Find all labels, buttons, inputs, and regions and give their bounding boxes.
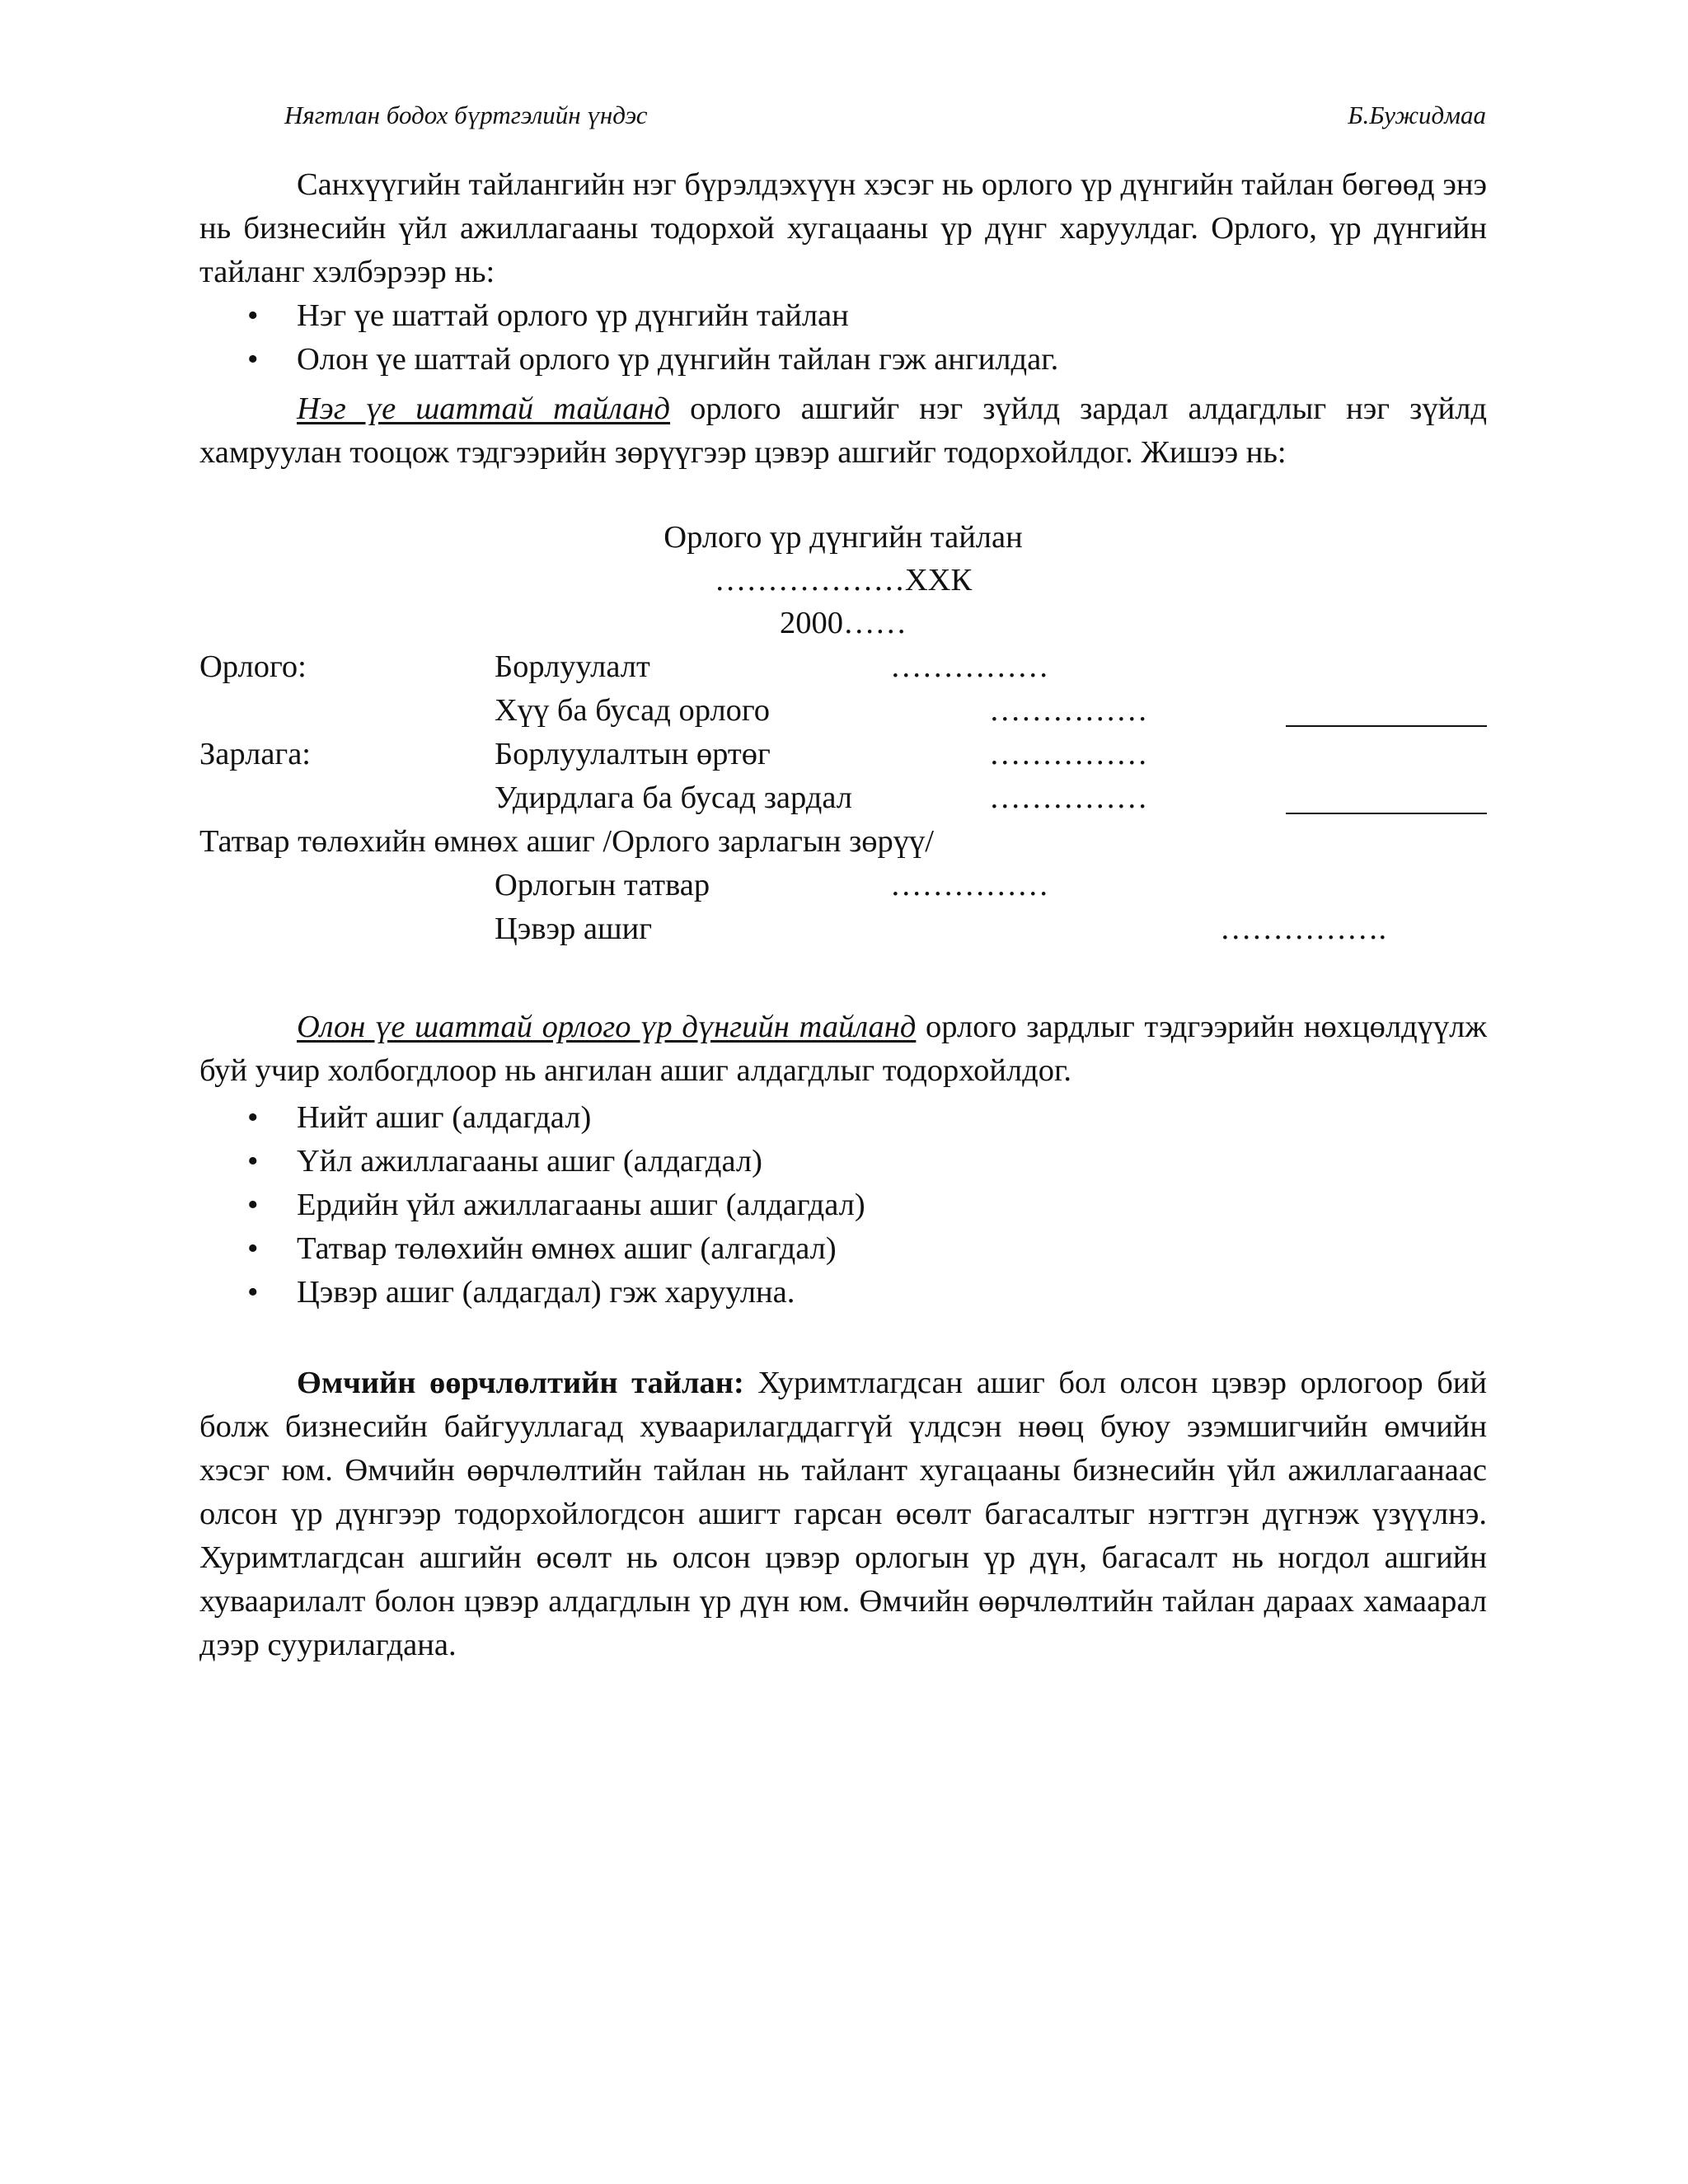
header-author: Б.Бужидмаа [1348,101,1486,129]
list-item: • Үйл ажиллагааны ашиг (алдагдал) [199,1140,1487,1183]
interest-amount: …………… [989,693,1148,728]
list-item: • Ердийн үйл ажиллагааны ашиг (алдагдал) [199,1183,1487,1227]
header-book-title: Нягтлан бодох бүртгэлийн үндэс [284,101,648,129]
admin-item: Удирдлага ба бусад зардал [495,780,852,815]
statement-company: ………………ХХК [714,563,973,598]
multi-step-term: Олон үе шаттай орлого үр дүнгийн тайланд [297,1010,917,1044]
intro-paragraph: Санхүүгийн тайлангийн нэг бүрэлдэхүүн хэсэг нь орлого үр дүнгийн тайлан бөгөөд энэ нь бизнесийн үйл ажиллагааны тодорхой хугацааны үр дүнг харуулдаг. Орлого, үр дүнгийн тайланг хэлбэрээр нь: [199,167,1487,289]
sales-amount: …………… [890,649,1049,684]
bullet-icon: • [247,1275,259,1310]
equity-section [199,1361,1487,1667]
equity-paragraph: Өмчийн өөрчлөлтийн тайлан: Хуримтлагдсан ашиг бол олсон цэвэр орлогоор бий болж бизнесийн байгууллагад хуваарилагддаггүй үлдсэн нөөц буюу эзэмшигчийн өмчийн хэсэг юм. Өмчийн өөрчлөлтийн тайлан нь тайлант хугацааны бизнесийн үйл ажиллагаанаас олсон үр дүнгээр тодорхойлогдсон ашигт гарсан өсөлт багасалтыг нэгтгэн дүгнэж үзүүлнэ. Хуримтлагдсан ашгийн өсөлт нь олсон цэвэр орлогын үр дүн, багасалт нь ногдол ашгийн хуваарилалт болон цэвэр алдагдлын үр дүн юм. Өмчийн өөрчлөлтийн тайлан дараах хамаарал дээр суурилагдана. [199,1366,1487,1662]
subtotal-rule [1286,725,1487,727]
statement-title: Орлого үр дүнгийн тайлан [663,520,1023,555]
bullet-icon: • [247,298,259,333]
multi-step-paragraph: Олон үе шаттай орлого үр дүнгийн тайланд орлого зардлыг тэдгээрийн нөхцөлдүүлж буй учир холбогдлоор нь ангилан ашиг алдагдлыг тодорхойлдог. [199,1010,1487,1088]
pretax-profit-item: Татвар төлөхийн өмнөх ашиг /Орлого зарлагын зөрүү/ [199,824,934,859]
sales-item: Борлуулалт [495,649,650,684]
single-step-paragraph: Нэг үе шаттай тайланд орлого ашгийг нэг зүйлд зардал алдагдлыг нэг зүйлд хамруулан тооцож тэдгээрийн зөрүүгээр цэвэр ашгийг тодорхойлдог. Жишээ нь: [199,391,1487,470]
list-item: • Нийт ашиг (алдагдал) [199,1096,1487,1140]
net-profit-item: Цэвэр ашиг [495,912,653,946]
tax-amount: …………… [890,868,1049,902]
subtotal-rule [1286,813,1487,814]
multi-step-section [199,1005,1487,1315]
admin-amount: …………… [989,780,1148,815]
list-item: • Нэг үе шаттай орлого үр дүнгийн тайлан [199,294,1487,338]
intro-section [199,163,1487,382]
tax-item: Орлогын татвар [495,868,710,902]
cogs-amount: …………… [989,737,1148,771]
bullet-icon: • [247,1100,259,1135]
bullet-icon: • [247,1144,259,1179]
interest-item: Хүү ба бусад орлого [495,693,770,728]
cogs-item: Борлуулалтын өртөг [495,737,771,771]
list-item: • Цэвэр ашиг (алдагдал) гэж харуулна. [199,1271,1487,1315]
net-profit-amount: ……………. [1220,912,1387,946]
list-item: • Татвар төлөхийн өмнөх ашиг (алгагдал) [199,1227,1487,1271]
bullet-icon: • [247,1231,259,1266]
profit-levels-list [199,1096,1487,1315]
expense-label: Зарлага: [199,737,311,771]
single-step-term: Нэг үе шаттай тайланд [297,391,671,426]
single-step-section [199,387,1487,475]
bullet-icon: • [247,342,259,377]
list-item: • Олон үе шаттай орлого үр дүнгийн тайлан гэж ангилдаг. [199,338,1487,382]
statement-year: 2000…… [780,606,907,640]
bullet-icon: • [247,1188,259,1222]
equity-term: Өмчийн өөрчлөлтийн тайлан: [297,1366,744,1400]
revenue-label: Орлого: [199,649,307,684]
report-types-list [199,294,1487,382]
